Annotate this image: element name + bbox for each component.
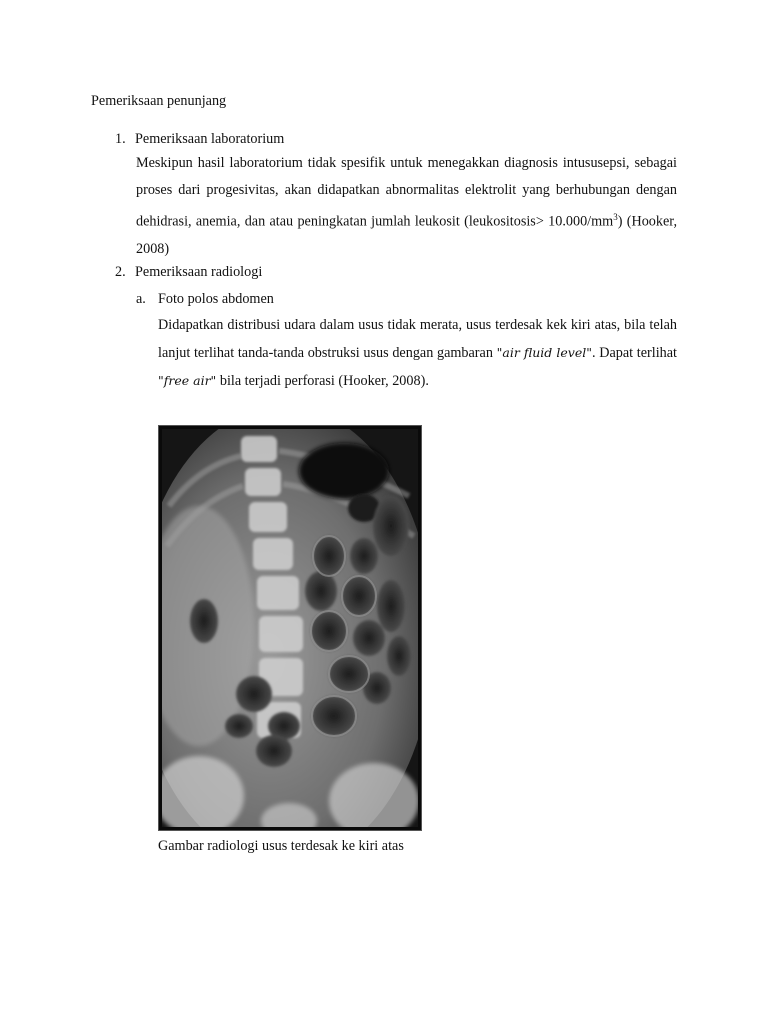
figure-caption: Gambar radiologi usus terdesak ke kiri atas: [158, 838, 404, 854]
superscript: 3: [613, 212, 618, 222]
list-number: 2.: [115, 264, 126, 280]
term-free-air: "free air": [158, 373, 217, 388]
abdominal-xray-illustration: [159, 426, 421, 830]
xray-image: [158, 425, 422, 831]
paragraph-text: bila terjadi perforasi (Hooker, 2008).: [216, 373, 429, 389]
list-item-radiologi: [115, 264, 262, 281]
sub-letter: a.: [136, 291, 146, 307]
laboratorium-paragraph: [136, 150, 677, 263]
paragraph-text: Meskipun hasil laboratorium tidak spesifik untuk menegakkan diagnosis intususepsi, sebagai proses dari progesivitas, akan didapatkan abnormalitas elektrolit yang berhubungan dengan dehidrasi, anemia, dan atau peningkatan jumlah leukosit (leukositosis> 10.000/mm: [136, 155, 677, 230]
list-item-laboratorium: [115, 131, 284, 148]
list-number: 1.: [115, 131, 126, 147]
list-title: Pemeriksaan laboratorium: [135, 131, 285, 147]
sub-title: Foto polos abdomen: [158, 291, 274, 307]
foto-polos-paragraph: [158, 312, 677, 395]
section-heading: Pemeriksaan penunjang: [91, 93, 227, 109]
paragraph-text: Didapatkan distribusi udara dalam usus tidak merata, usus terdesak kek kiri atas, bila telah lanjut terlihat tanda-tanda obstruksi usus dengan gambaran: [158, 317, 677, 361]
list-title: Pemeriksaan radiologi: [135, 264, 263, 280]
sub-item-foto-polos: [136, 291, 274, 308]
term-air-fluid-level: "air fluid level": [496, 345, 593, 360]
paragraph-citation: ) (Hooker, 2008): [136, 213, 677, 257]
paragraph-text: . Dapat terlihat: [592, 345, 677, 361]
